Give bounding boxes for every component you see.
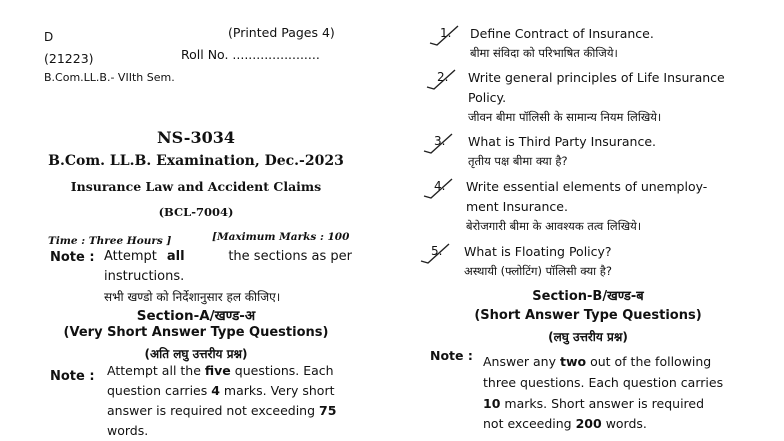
note-text: the sections as per [228,249,352,264]
note-text: not exceeding [483,416,572,431]
note-text: Answer any [483,354,556,369]
note-label: Note : [430,348,473,363]
maximum-marks: [Maximum Marks : 100 [212,231,350,243]
note-line [107,363,334,378]
note-emphasis: two [559,354,587,369]
note-line [483,416,647,431]
note-label: Note : [50,369,95,384]
question-text: ment Insurance. [466,199,568,214]
paper-code: NS-3034 [157,128,235,147]
note-label: Note : [50,250,95,265]
question-text: Write essential elements of unemploy- [466,179,708,194]
note-text: instructions. [104,269,185,284]
section-a-type: (Very Short Answer Type Questions) [63,325,329,340]
note-emphasis: 75 [319,403,337,418]
series-label: D [44,30,54,44]
note-text: Attempt [104,249,157,264]
question-text: Write general principles of Life Insurance [468,70,725,85]
subject-code: (BCL-7004) [158,205,234,219]
note-emphasis: all [166,249,185,264]
note-line [104,249,352,264]
note-emphasis: 4 [211,383,220,398]
note-text: marks. Short answer is required [504,396,705,411]
question-hindi: बीमा संविदा को परिभाषित कीजिये। [470,46,618,60]
section-a-hindi: (अति लघु उत्तरीय प्रश्न) [144,347,248,361]
note-emphasis: five [204,363,231,378]
note-emphasis: 200 [575,416,602,431]
note-text: question carries [107,383,208,398]
question-text: What is Floating Policy? [464,244,612,259]
paper-id: (21223) [44,51,94,66]
check-mark-icon [422,132,456,154]
note-line [107,403,336,418]
note-line [483,354,711,369]
note-text: out of the following [590,354,712,369]
time-allowed: Time : Three Hours ] [48,235,172,247]
question-hindi: बेरोजगारी बीमा के आवश्यक तत्व लिखिये। [466,219,642,233]
question-text: Policy. [468,90,507,105]
note-line [483,396,704,411]
question-number: 5. [431,244,443,258]
course-label: B.Com.LL.B.- VIIth Sem. [44,71,175,84]
question-hindi: जीवन बीमा पॉलिसी के सामान्य नियम लिखिये। [468,110,662,124]
question-hindi: तृतीय पक्ष बीमा क्या है? [468,154,568,168]
subject-title: Insurance Law and Accident Claims [70,179,322,194]
question-number: 1. [440,26,452,40]
section-b-heading: Section-B/खण्ड-ब [532,289,644,304]
note-text: words. [605,416,647,431]
section-b-hindi: (लघु उत्तरीय प्रश्न) [548,330,628,344]
note-text: marks. Very short [223,383,335,398]
section-b-type: (Short Answer Type Questions) [474,308,702,323]
note-hindi: सभी खण्डो को निर्देशानुसार हल कीजिए। [104,290,281,304]
section-a-heading: Section-A/खण्ड-अ [136,308,256,324]
note-text: answer is required not exceeding [107,403,316,418]
exam-title: B.Com. LL.B. Examination, Dec.-2023 [48,153,344,169]
note-line [107,383,335,398]
question-hindi: अस्थायी (फ्लोटिंग) पॉलिसी क्या है? [464,264,612,278]
note-text: Attempt all the [107,363,201,378]
roll-number: Roll No. ...................... [181,47,320,62]
question-number: 4. [434,179,446,193]
check-mark-icon [422,177,456,199]
question-number: 2. [437,70,449,84]
note-text: words. [107,423,149,438]
question-text: Define Contract of Insurance. [470,26,654,41]
question-text: What is Third Party Insurance. [468,134,656,149]
note-text: questions. Each [234,363,334,378]
printed-pages: (Printed Pages 4) [228,25,335,40]
right-page [392,0,784,441]
check-mark-icon [419,242,453,264]
check-mark-icon [428,24,462,46]
note-text: three questions. Each question carries [483,375,724,390]
note-emphasis: 10 [483,396,501,411]
check-mark-icon [425,68,459,90]
question-number: 3. [434,134,446,148]
